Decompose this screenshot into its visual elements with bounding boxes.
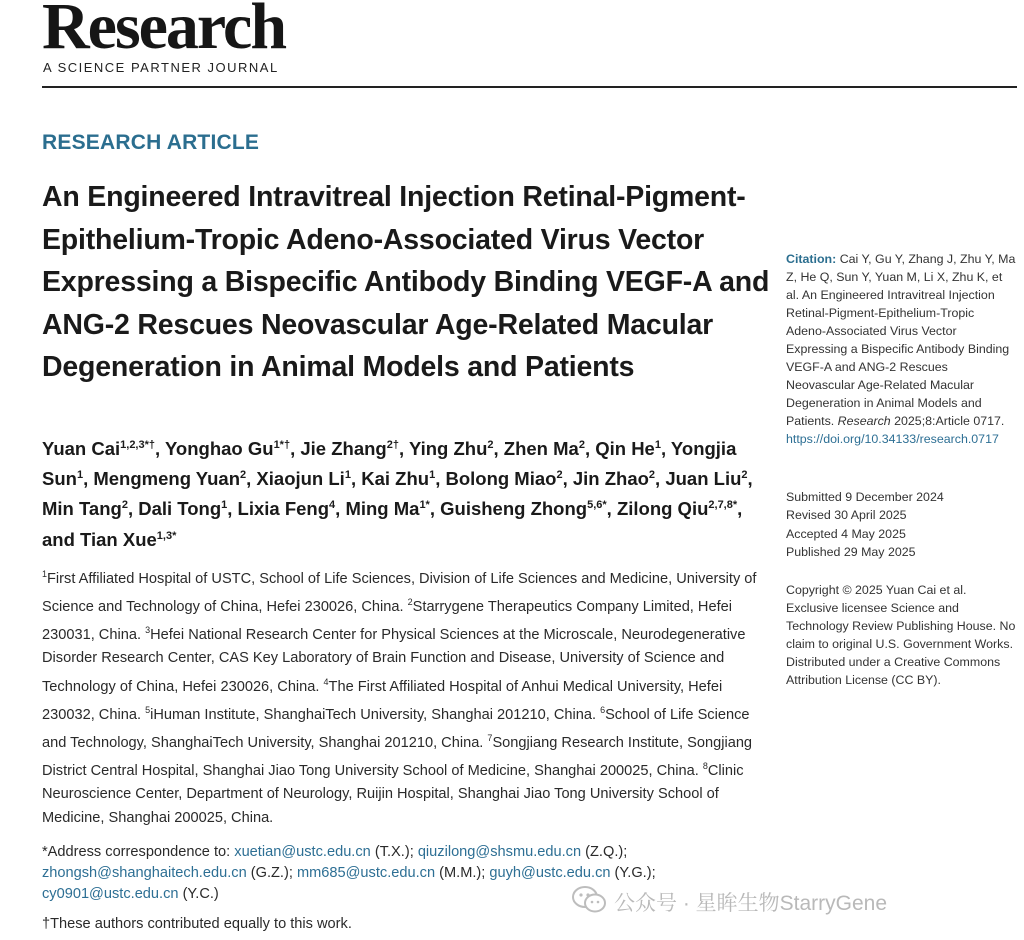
watermark xyxy=(572,884,1002,916)
author-separator: , xyxy=(584,438,596,460)
author-affiliation-marker: 2 xyxy=(741,469,748,482)
copyright-notice: Copyright © 2025 Yuan Cai et al. Exclusive licensee Science and Technology Review Publishing House. No claim to original U.S. Government Works. Distributed under a Creative Commons Attribution License (CC BY). xyxy=(786,583,1016,687)
affiliation-text: Hefei National Research Center for Physical Sciences at the Microscale, Neurodegenerative Disorder Research Center, CAS Key Laboratory of Brain Function and Disease, University of Science and Technology of China, Hefei 230026, China. xyxy=(42,627,746,695)
author xyxy=(361,468,445,489)
email-initials: (Z.Q.); xyxy=(581,844,628,860)
email-initials: (Y.C.) xyxy=(178,886,219,902)
author-name: Yuan Cai xyxy=(42,438,121,460)
author-affiliation-marker: 1 xyxy=(76,469,84,482)
author-separator: , and xyxy=(42,498,743,550)
affiliation-text: The First Affiliated Hospital of Anhui Medical University, Hefei 230032, China. xyxy=(42,678,723,723)
author-separator: , xyxy=(127,498,139,520)
author-affiliation-marker: 2,7,8* xyxy=(708,499,738,512)
email-link[interactable]: guyh@ustc.edu.cn xyxy=(489,865,611,881)
author-separator: , xyxy=(655,468,666,490)
affiliation-text: iHuman Institute, ShanghaiTech University, Shanghai 201210, China. xyxy=(150,706,601,723)
affiliation-number: 2 xyxy=(407,597,413,608)
affiliation xyxy=(145,704,601,723)
affiliation-text: Starrygene Therapeutics Company Limited, Hefei 230031, China. xyxy=(42,599,732,644)
doi-link[interactable]: https://doi.org/10.34133/research.0717 xyxy=(786,432,999,446)
author-separator: , xyxy=(350,468,362,490)
author-name: Bolong Miao xyxy=(445,468,557,490)
affiliation-number: 8 xyxy=(702,761,708,772)
email-initials: (M.M.); xyxy=(435,865,490,881)
author xyxy=(300,438,409,459)
author-affiliation-marker: 1 xyxy=(654,439,661,451)
author-separator: , xyxy=(747,468,753,490)
author-separator: , xyxy=(335,498,346,520)
author-name: Mengmeng Yuan xyxy=(93,468,241,490)
author xyxy=(256,468,361,489)
email-link[interactable]: zhongsh@shanghaitech.edu.cn xyxy=(42,865,247,881)
affiliation-number: 1 xyxy=(42,569,48,579)
author-separator: , xyxy=(398,438,409,460)
author-name: Yongjia Sun xyxy=(42,438,737,490)
author-name: Qin He xyxy=(595,438,655,460)
article-type: RESEARCH ARTICLE xyxy=(42,131,260,154)
author xyxy=(504,438,595,459)
author-name: Zhen Ma xyxy=(503,438,579,460)
affiliation-number: 5 xyxy=(145,704,151,715)
affiliation-text: First Affiliated Hospital of USTC, School of Life Sciences, Division of Life Sciences and Medicine, University of Science and Technology of China, Hefei 230026, China. xyxy=(42,570,757,616)
author-name: Tian Xue xyxy=(80,528,157,550)
affiliation-number: 3 xyxy=(145,625,151,636)
author-name: Dali Tong xyxy=(138,498,222,520)
author xyxy=(573,468,665,489)
affiliation-number: 6 xyxy=(600,704,606,715)
author-affiliation-marker: 4 xyxy=(329,499,336,512)
citation-block xyxy=(786,250,1016,448)
email-link[interactable]: xuetian@ustc.edu.cn xyxy=(234,844,371,860)
author-affiliation-marker: 1,3* xyxy=(156,529,177,542)
author-name: Kai Zhu xyxy=(361,468,430,490)
author-list xyxy=(42,432,777,553)
published-date: Published 29 May 2025 xyxy=(786,545,916,560)
journal-subtitle: A SCIENCE PARTNER JOURNAL xyxy=(43,60,279,75)
author-affiliation-marker: 1 xyxy=(221,499,228,512)
author-name: Ming Ma xyxy=(345,498,420,520)
author-affiliation-marker: 2 xyxy=(578,439,585,451)
author-affiliation-marker: 1*† xyxy=(273,439,291,451)
citation-details: 2025;8:Article 0717. xyxy=(890,414,1005,428)
journal-title: Research xyxy=(42,0,286,63)
author-name: Juan Liu xyxy=(665,468,742,490)
author xyxy=(445,468,572,489)
author-separator: , xyxy=(83,468,94,490)
author-affiliation-marker: 5,6* xyxy=(587,499,607,512)
submitted-date: Submitted 9 December 2024 xyxy=(786,490,944,504)
author-affiliation-marker: 1* xyxy=(419,499,430,512)
author xyxy=(138,498,237,519)
email-initials: (T.X.); xyxy=(370,844,418,860)
author-name: Min Tang xyxy=(42,498,122,520)
email-link[interactable]: qiuzilong@shsmu.edu.cn xyxy=(417,844,582,860)
author-name: Yonghao Gu xyxy=(164,438,274,460)
author xyxy=(595,438,671,459)
author-separator: , xyxy=(606,498,617,520)
author xyxy=(42,498,138,519)
author-affiliation-marker: 2 xyxy=(648,469,656,482)
wechat-icon xyxy=(572,886,606,914)
author-name: Ying Zhu xyxy=(408,438,488,460)
author-affiliation-marker: 2 xyxy=(240,469,247,482)
author-affiliation-marker: 2† xyxy=(386,439,399,451)
email-link[interactable]: mm685@ustc.edu.cn xyxy=(296,865,436,881)
author xyxy=(238,498,346,519)
author-affiliation-marker: 2 xyxy=(487,439,494,451)
author-name: Jie Zhang xyxy=(300,438,387,460)
citation-text: Cai Y, Gu Y, Zhang J, Zhu Y, Ma Z, He Q, Sun Y, Yuan M, Li X, Zhu K, et al. An Engineered Intravitreal Injection Retinal-Pigment-Epithelium-Tropic Adeno-Associated Virus Vector Expressing a Bispecific Antibody Binding VEGF-A and ANG-2 Rescues Neovascular Age-Related Macular Degeneration in Animal Models and Patients. xyxy=(786,252,1016,428)
affiliations xyxy=(42,563,762,830)
author-separator: , xyxy=(562,468,573,490)
author-separator: , xyxy=(290,438,301,460)
author-name: Zilong Qiu xyxy=(616,498,709,520)
author xyxy=(409,438,504,459)
author-separator: , xyxy=(246,468,257,490)
email-link[interactable]: cy0901@ustc.edu.cn xyxy=(42,886,179,902)
author-affiliation-marker: 2 xyxy=(121,499,128,512)
watermark-text: 公众号 · 星眸生物StarryGene xyxy=(614,892,888,915)
author-separator: , xyxy=(493,438,504,460)
accepted-date: Accepted 4 May 2025 xyxy=(786,526,906,541)
author xyxy=(345,498,440,519)
author xyxy=(165,438,300,459)
author-affiliation-marker: 1 xyxy=(429,469,436,482)
equal-contribution-note: †These authors contributed equally to this work. xyxy=(42,916,352,932)
author-affiliation-marker: 2 xyxy=(556,469,563,482)
citation-label: Citation: xyxy=(786,252,837,266)
affiliation-number: 4 xyxy=(323,676,329,687)
author xyxy=(42,438,165,459)
affiliation-text: Clinic Neuroscience Center, Department of Neurology, Ruijin Hospital, Shanghai Jiao Tong University School of Medicine, Shanghai 200025, China. xyxy=(42,763,744,826)
author-name: Jin Zhao xyxy=(572,468,649,490)
author-name: Lixia Feng xyxy=(237,498,330,520)
author-name: Xiaojun Li xyxy=(256,468,345,490)
author xyxy=(665,468,752,489)
email-initials: (Y.G.); xyxy=(610,865,656,881)
affiliation-text: School of Life Science and Technology, ShanghaiTech University, Shanghai 201210, China. xyxy=(42,706,750,751)
revised-date: Revised 30 April 2025 xyxy=(786,508,907,523)
author-separator: , xyxy=(435,468,446,490)
email-initials: (G.Z.); xyxy=(246,865,297,881)
author-name: Guisheng Zhong xyxy=(440,498,588,520)
correspondence-prefix: *Address correspondence to: xyxy=(42,844,235,860)
author xyxy=(80,529,176,550)
author xyxy=(440,498,617,519)
author-affiliation-marker: 1 xyxy=(344,469,351,482)
author xyxy=(93,468,256,489)
publication-dates xyxy=(786,488,1016,562)
author-separator: , xyxy=(660,438,671,460)
header-rule xyxy=(42,86,1017,88)
affiliation-text: Songjiang Research Institute, Songjiang District Central Hospital, Shanghai Jiao Tong University School of Medicine, Shanghai 200025, China. xyxy=(42,734,753,780)
author-separator: , xyxy=(227,498,238,520)
author-affiliation-marker: 1,2,3*† xyxy=(120,439,156,451)
affiliation-number: 7 xyxy=(487,733,493,744)
citation-journal: Research xyxy=(837,414,891,428)
author-separator: , xyxy=(429,498,441,520)
author-separator: , xyxy=(155,438,165,460)
article-title: An Engineered Intravitreal Injection Retinal-Pigment-Epithelium-Tropic Adeno-Associated Virus Vector Expressing a Bispecific Antibody Binding VEGF-A and ANG-2 Rescues Neovascular Age-Related Macular Degeneration in Animal Models and Patients xyxy=(42,181,770,384)
